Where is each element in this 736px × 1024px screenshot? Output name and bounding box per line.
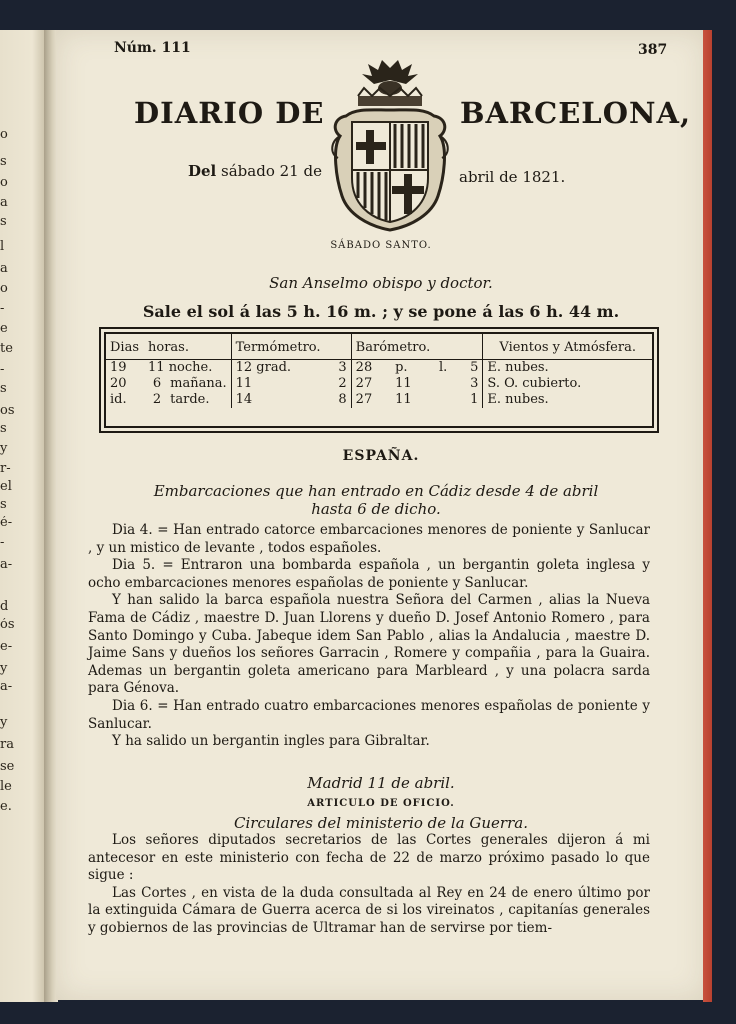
weather-header-row: [106, 334, 652, 360]
left-page-fragment: r-: [0, 462, 11, 475]
article-subtitle: [116, 482, 636, 518]
left-page-fragment: s: [0, 498, 7, 511]
date-left-text: sábado 21 de: [221, 162, 322, 180]
left-page-fragment: e-: [0, 640, 13, 653]
issue-number: Núm. 111: [114, 40, 191, 56]
article-subheading: Circulares del ministerio de la Guerra.: [234, 814, 528, 832]
left-page-fragment: le: [0, 780, 12, 793]
col-dias: Dias: [106, 334, 144, 360]
cell-hora: [144, 376, 231, 392]
left-page-fragment: ra: [0, 738, 14, 751]
cell-dia: 20: [110, 376, 127, 391]
left-page-fragment: a-: [0, 680, 13, 693]
cell-term: 14: [231, 392, 326, 408]
cell-term-frac: 8: [338, 392, 347, 407]
cell-hora-num: 11: [148, 360, 165, 375]
paragraph: Las Cortes , en vista de la duda consultada al Rey en 24 de enero último por la extinguida Cámara de Guerra acerca de si los vireinatos , capitanías generales y gobiernos de las provincias de Ultramar han de servirse por tiem-: [88, 884, 650, 936]
table-row: [106, 360, 652, 377]
cell-dia: id.: [110, 392, 127, 407]
cell-viento: E. nubes.: [483, 360, 652, 377]
cell-dia: 19: [110, 360, 127, 375]
red-page-edge: [703, 30, 712, 1002]
left-page-fragment: s: [0, 215, 7, 228]
left-page-fragment: y: [0, 662, 8, 675]
article-body-2: [88, 832, 650, 938]
cell-bar-c: [430, 376, 456, 392]
table-row: [106, 376, 652, 392]
cell-hora-num: 2: [152, 392, 162, 407]
left-page-fragment: e: [0, 322, 8, 335]
left-page-fragment: d: [0, 600, 9, 613]
masthead-title-right: BARCELONA,: [460, 96, 692, 130]
cell-viento: S. O. cubierto.: [483, 376, 652, 392]
cell-bar-b: p.: [395, 360, 408, 375]
left-page-fragment: -: [0, 302, 5, 315]
subtitle-line: Embarcaciones que han entrado en Cádiz desde 4 de abril: [153, 482, 599, 500]
cell-bar-c: [430, 392, 456, 408]
saint-of-day: San Anselmo obispo y doctor.: [269, 274, 493, 292]
left-page-fragment: -: [0, 536, 5, 549]
article-heading: ARTICULO DE OFICIO.: [307, 798, 455, 809]
left-page-fragment: el: [0, 480, 12, 493]
left-page-fragment: y: [0, 716, 8, 729]
left-page-fragment: s: [0, 155, 7, 168]
date-prefix: Del: [188, 162, 217, 180]
cell-bar-a: 27: [351, 392, 391, 408]
left-page-fragment: é-: [0, 516, 13, 529]
left-page-fragment: a: [0, 196, 8, 209]
col-termometro: Termómetro.: [231, 334, 351, 360]
cell-bar-d: 3: [470, 376, 479, 391]
left-page-fragment: -: [0, 363, 5, 376]
cell-hora-txt: tarde.: [170, 392, 210, 407]
cell-term: 12 grad.: [231, 360, 326, 377]
masthead-title-left: DIARIO DE: [134, 96, 325, 130]
cell-bar-d: 5: [470, 360, 479, 375]
cell-bar-d: 1: [470, 392, 479, 407]
cell-bar-b: 11: [395, 376, 412, 391]
left-page-fragment: l: [0, 240, 5, 253]
left-page-fragment: ós: [0, 618, 15, 631]
left-page-fragment: o: [0, 282, 8, 295]
cell-bar-a: 28: [351, 360, 391, 377]
date-left: [188, 162, 322, 180]
coat-of-arms-icon: [328, 58, 452, 234]
left-page-fragment: y: [0, 442, 8, 455]
cell-bar-a: 27: [351, 376, 391, 392]
paragraph: Y han salido la barca española nuestra Señora del Carmen , alias la Nueva Fama de Cádiz , maestre D. Juan Llorens y dueño D. Josef Antonio Romero , para Santo Domingo y Cuba. Jabeque idem San Pablo , alias la Andalucia , maestre D. Jaime Sans y dueños los señores Garracin , Romere y compañia , para la Guaira. Ademas un bergantin goleta americano para Marbleard , y una polacra sarda para Génova.: [88, 592, 650, 697]
left-page-fragment: s: [0, 382, 7, 395]
cell-term-frac: 2: [338, 376, 347, 391]
left-page-fragment: s: [0, 422, 7, 435]
paragraph: Dia 6. = Han entrado cuatro embarcaciones menores españolas de poniente y Sanlucar.: [88, 697, 650, 732]
article-body: [88, 522, 650, 751]
left-page-fragment: te: [0, 342, 13, 355]
date-right: abril de 1821.: [459, 168, 566, 186]
paragraph: Dia 4. = Han entrado catorce embarcaciones menores de poniente y Sanlucar , y un mistico de levante , todos españoles.: [88, 522, 650, 556]
cell-hora: [144, 360, 231, 377]
subtitle-line: hasta 6 de dicho.: [311, 500, 441, 518]
left-page-fragment: a: [0, 262, 8, 275]
newspaper-page: [56, 30, 706, 1000]
cell-hora-num: 6: [152, 376, 162, 391]
cell-term: 11: [231, 376, 326, 392]
cell-hora-txt: noche.: [168, 360, 213, 375]
left-facing-page: [0, 30, 46, 1002]
cell-term-frac: 3: [338, 360, 347, 375]
day-note: SÁBADO SANTO.: [330, 240, 432, 251]
cell-hora: [144, 392, 231, 408]
paragraph: Los señores diputados secretarios de las Cortes generales dijeron á mi antecesor en este ministerio con fecha de 22 de marzo próximo pasado lo que sigue :: [88, 832, 650, 884]
col-barometro: Barómetro.: [351, 334, 483, 360]
weather-table: [104, 332, 654, 428]
left-page-fragment: se: [0, 760, 15, 773]
paragraph: Dia 5. = Entraron una bombarda española , un bergantin goleta inglesa y ocho embarcaciones menores españolas de poniente y Sanlucar.: [88, 557, 650, 591]
table-row: [106, 392, 652, 408]
left-page-fragment: a-: [0, 558, 13, 571]
cell-bar-b: 11: [395, 392, 412, 407]
cell-bar-c: l.: [439, 360, 448, 375]
col-vientos: Vientos y Atmósfera.: [483, 334, 652, 360]
left-page-fragment: os: [0, 404, 15, 417]
paragraph: Y ha salido un bergantin ingles para Gibraltar.: [112, 733, 430, 750]
left-page-fragment: e.: [0, 800, 12, 813]
section-title: ESPAÑA.: [342, 448, 420, 464]
left-page-fragment: o: [0, 176, 8, 189]
cell-hora-txt: mañana.: [170, 376, 227, 391]
page-number: 387: [638, 42, 668, 58]
sunrise-sunset: Sale el sol á las 5 h. 16 m. ; y se pone á las 6 h. 44 m.: [142, 302, 620, 321]
col-horas: horas.: [144, 334, 231, 360]
left-page-fragment: o: [0, 128, 8, 141]
cell-viento: E. nubes.: [483, 392, 652, 408]
dateline: Madrid 11 de abril.: [307, 774, 455, 792]
